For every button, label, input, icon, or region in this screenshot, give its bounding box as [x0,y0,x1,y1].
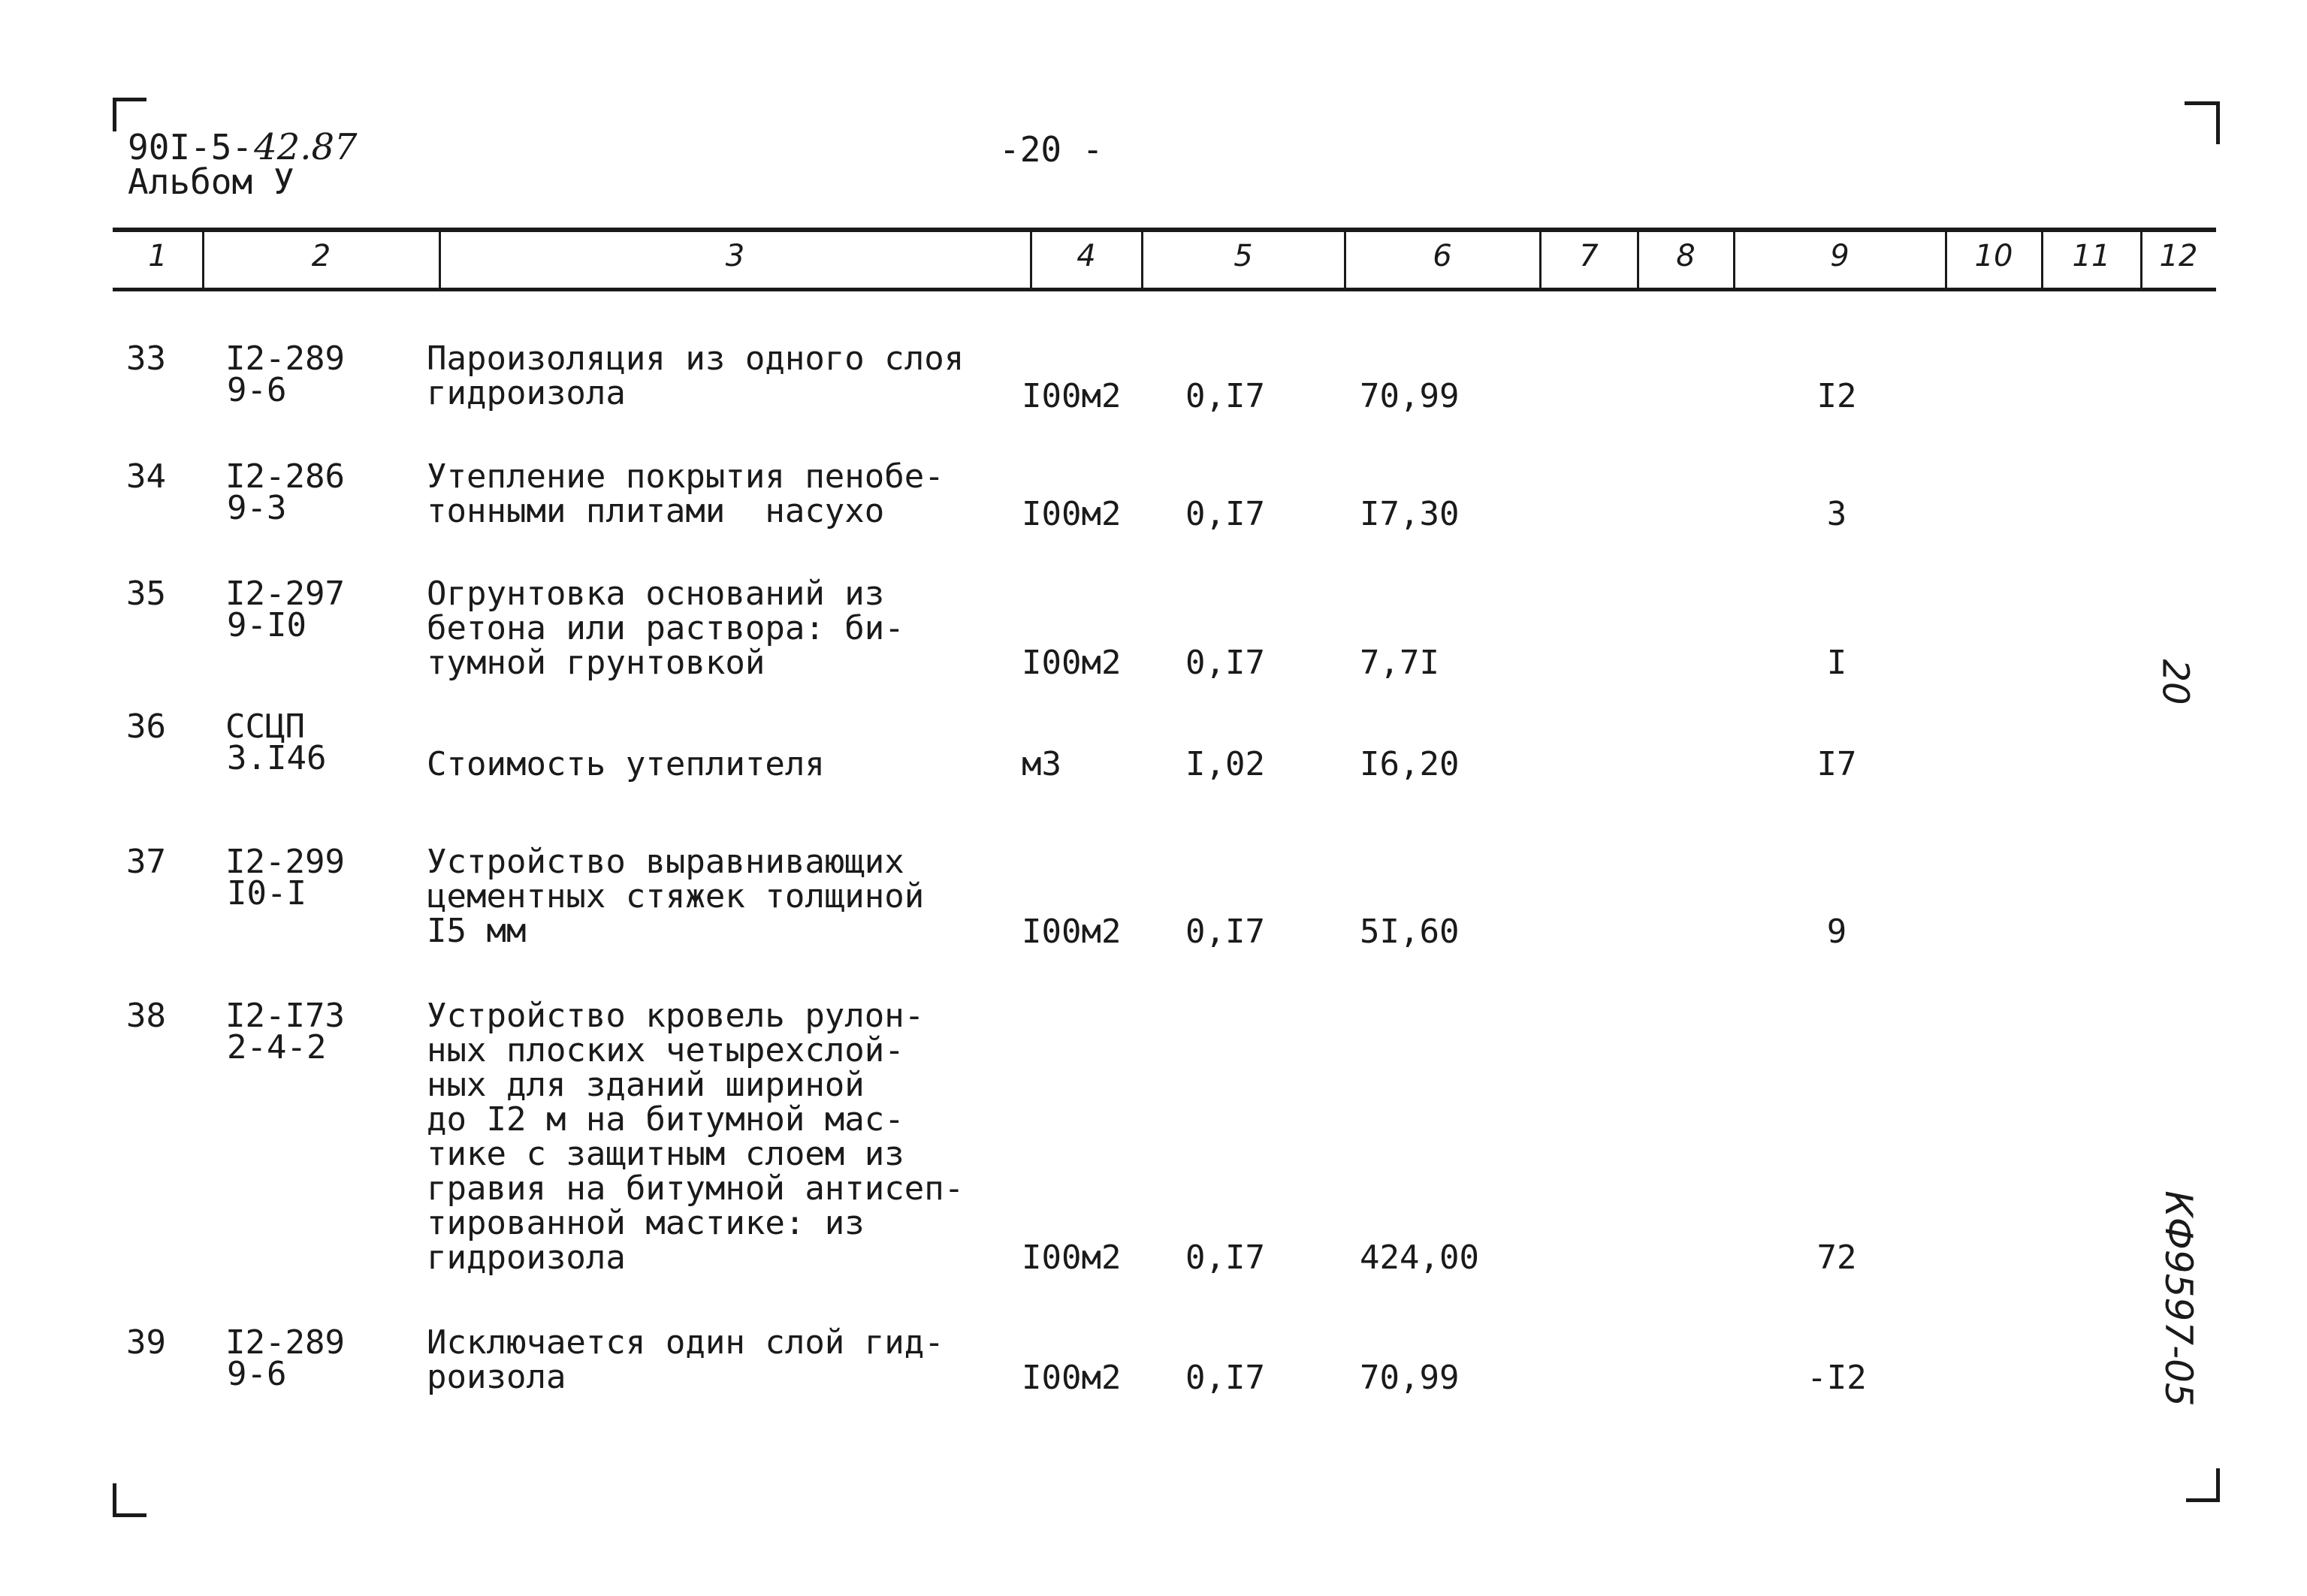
document-code-printed: 90I-5- [128,127,253,167]
unit-price: 7,7I [1360,644,1439,682]
quantity: 0,I7 [1185,495,1265,533]
quantity: 0,I7 [1185,377,1265,415]
unit-of-measure: I00м2 [1022,495,1122,533]
rate-code-line2: 3.I46 [227,739,327,777]
corner-mark-top-right [2185,101,2220,144]
unit-of-measure: I00м2 [1022,913,1122,951]
quantity: 0,I7 [1185,913,1265,951]
rate-code-line2: 2-4-2 [227,1028,327,1067]
total-cost: I7 [1816,745,1857,783]
rate-code-line2: 9-I0 [227,606,306,644]
total-cost: 3 [1826,495,1847,533]
row-number: 33 [126,339,166,378]
row-number: 34 [126,457,166,496]
rate-code-line1: I2-289 [225,1323,345,1362]
total-cost: I2 [1816,377,1857,415]
quantity: I,02 [1185,745,1265,783]
unit-of-measure: I00м2 [1022,1238,1122,1277]
rate-code-line1: I2-299 [225,843,345,881]
column-number: 2 [311,239,331,273]
work-description: Стоимость утеплителя [427,745,825,783]
unit-of-measure: м3 [1022,745,1061,783]
column-number: 7 [1579,239,1599,273]
column-number: 9 [1830,239,1850,273]
rate-code-line1: I2-I73 [225,997,345,1035]
table-header-bottom-rule [113,288,2216,291]
page-number: -20 - [999,129,1104,170]
column-number: 1 [148,239,168,273]
side-archive-code: КФ9597-05 [2157,1190,2200,1407]
work-description: Устройство кровель рулон- ных плоских четырехслой- ных для зданий шириной до I2 м на битумной мас- тике с защитным слоем из гравия на битумной антисеп- тированной мастике: из гидроизола [427,997,965,1277]
work-description: Устройство выравнивающих цементных стяжек толщиной I5 мм [427,843,925,950]
unit-price: 70,99 [1360,377,1460,415]
unit-of-measure: I00м2 [1022,644,1122,682]
table-header-top-rule [113,228,2216,232]
rate-code-line1: I2-297 [225,575,345,613]
unit-price: 424,00 [1360,1238,1479,1277]
unit-of-measure: I00м2 [1022,377,1122,415]
column-number: 8 [1676,239,1696,273]
work-description: Исключается один слой гид- роизола [427,1323,944,1396]
row-number: 36 [126,707,166,746]
corner-mark-bottom-right [2186,1468,2220,1502]
total-cost: I [1826,644,1847,682]
unit-price: 70,99 [1360,1359,1460,1397]
unit-price: 5I,60 [1360,913,1460,951]
rate-code-line2: 9-3 [227,489,287,527]
quantity: 0,I7 [1185,644,1265,682]
total-cost: 9 [1826,913,1847,951]
column-number: 10 [1974,239,2013,273]
column-number: 11 [2072,239,2111,273]
work-description: Утепление покрытия пенобе- тонными плитами насухо [427,457,944,530]
unit-of-measure: I00м2 [1022,1359,1122,1397]
rate-code-line2: 9-6 [227,1355,287,1393]
row-number: 37 [126,843,166,881]
work-description: Пароизоляция из одного слоя гидроизола [427,339,965,412]
total-cost: -I2 [1807,1359,1867,1397]
unit-price: I7,30 [1360,495,1460,533]
column-number: 12 [2159,239,2198,273]
row-number: 38 [126,997,166,1035]
side-page-number: 20 [2154,659,2197,705]
rate-code-line1: I2-286 [225,457,345,496]
row-number: 35 [126,575,166,613]
column-number: 5 [1234,239,1253,273]
work-description: Огрунтовка оснований из бетона или раствора: би- тумной грунтовкой [427,575,904,682]
unit-price: I6,20 [1360,745,1460,783]
rate-code-line2: I0-I [227,874,306,913]
document-code-handwritten: 42.87 [254,126,358,168]
corner-mark-bottom-left [113,1483,146,1517]
row-number: 39 [126,1323,166,1362]
quantity: 0,I7 [1185,1238,1265,1277]
column-number: 3 [725,239,745,273]
total-cost: 72 [1816,1238,1857,1277]
rate-code-line1: ССЦП [225,707,305,746]
album-label: Альбом У [128,161,294,202]
rate-code-line1: I2-289 [225,339,345,378]
column-number: 6 [1433,239,1452,273]
rate-code-line2: 9-6 [227,371,287,409]
quantity: 0,I7 [1185,1359,1265,1397]
column-number: 4 [1076,239,1096,273]
